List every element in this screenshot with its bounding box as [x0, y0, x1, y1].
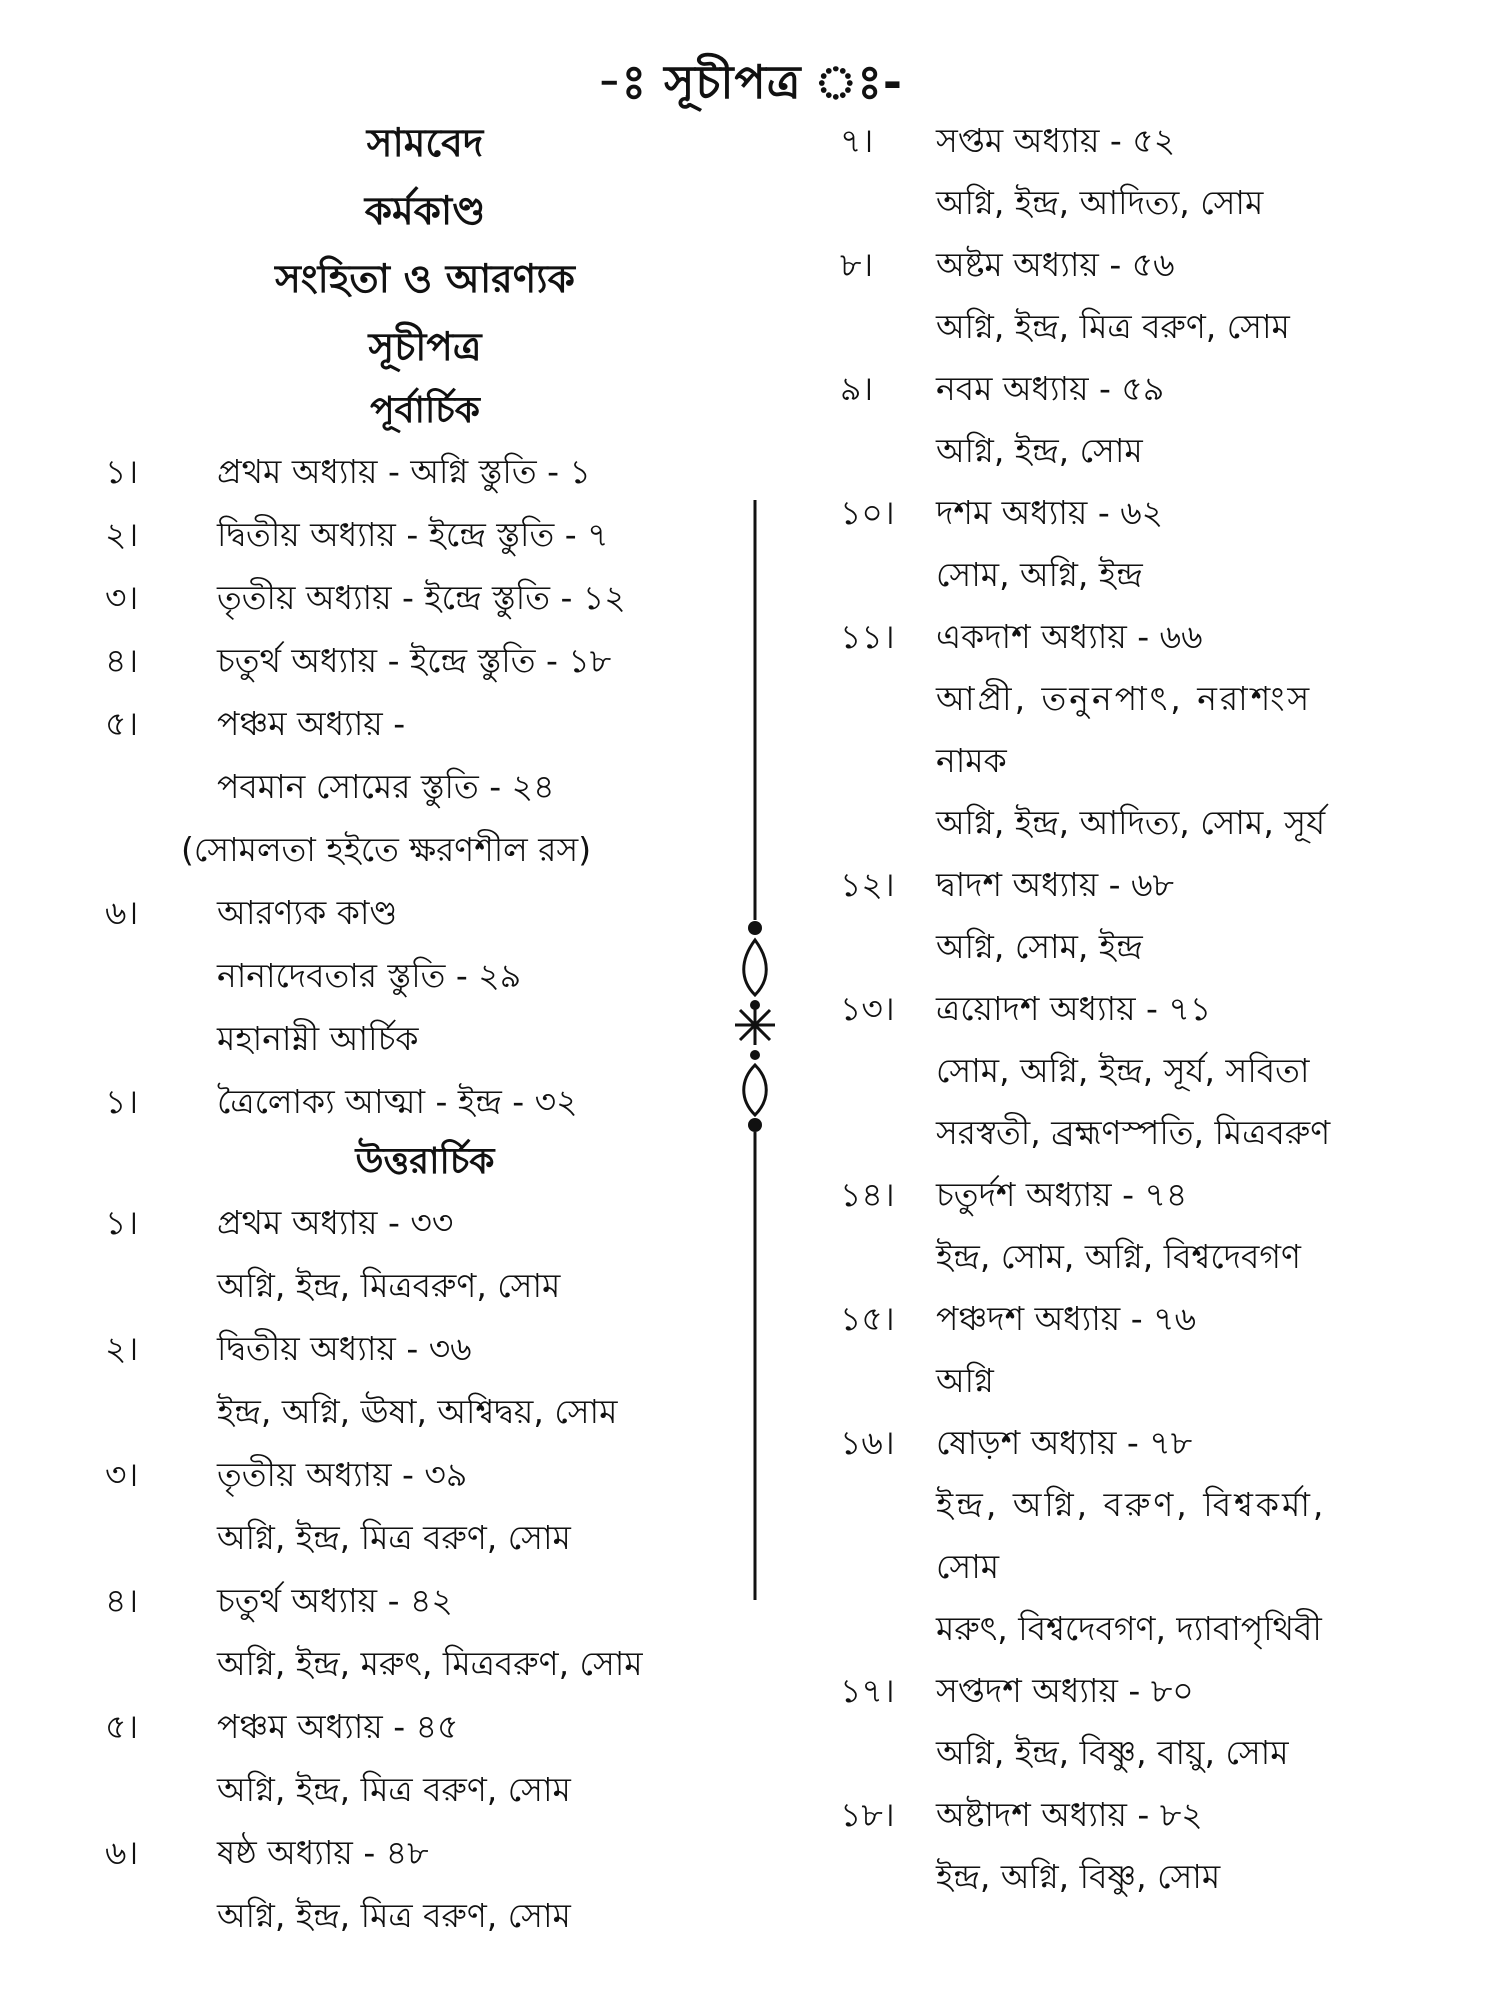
purvarchik-entry-7	[105, 1070, 745, 1133]
entry-number: ১৫।	[840, 1299, 895, 1338]
purvarchik-entry-1	[105, 440, 745, 503]
entry-deities: সরস্বতী, ব্রহ্মণস্পতি, মিত্রবরুণ	[936, 1113, 1331, 1152]
uttararchik-entry-5	[105, 1695, 745, 1821]
entry-number: ৯।	[840, 369, 874, 408]
chapter-18	[840, 1784, 1440, 1908]
chapter-11	[840, 606, 1440, 854]
entry-number: ৮।	[840, 245, 874, 284]
left-column	[105, 110, 745, 1947]
heading-samhita-aranyaka: সংহিতা ও আরণ্যক	[275, 257, 575, 302]
entry-title: দ্বিতীয় অধ্যায় - ৩৬	[217, 1329, 472, 1368]
purvarchik-entry-2	[105, 503, 745, 566]
heading-samaveda: সামবেদ	[366, 121, 484, 166]
chapter-7	[840, 110, 1440, 234]
entry-title: চতুর্থ অধ্যায় - ৪২	[217, 1581, 453, 1620]
entry-number: ১।	[105, 1082, 139, 1121]
entry-number: ২।	[105, 1329, 139, 1368]
entry-title: দ্বাদশ অধ্যায় - ৬৮	[936, 865, 1174, 904]
entry-deities: অগ্নি, ইন্দ্র, আদিত্য, সোম, সূর্য	[936, 803, 1326, 842]
entry-deities: নামক	[936, 741, 1007, 780]
entry-title: ষোড়শ অধ্যায় - ৭৮	[936, 1423, 1193, 1462]
entry-title: সপ্তম অধ্যায় - ৫২	[936, 121, 1176, 160]
entry-title: দ্বিতীয় অধ্যায় - ইন্দ্রে স্তুতি - ৭	[217, 515, 609, 554]
entry-number: ১০।	[840, 493, 895, 532]
entry-deities: আপ্রী, তনুনপাৎ, নরাশংস	[936, 679, 1313, 718]
uttararchik-entry-6	[105, 1821, 745, 1947]
entry-title: নবম অধ্যায় - ৫৯	[936, 369, 1165, 408]
chapter-14	[840, 1164, 1440, 1288]
entry-deities: অগ্নি, ইন্দ্র, বিষ্ণু, বায়ু, সোম	[936, 1733, 1289, 1772]
entry-number: ৫।	[105, 1707, 139, 1746]
uttararchik-entry-2	[105, 1317, 745, 1443]
purvarchik-entry-5	[105, 692, 745, 881]
uttararchik-entry-3	[105, 1443, 745, 1569]
chapter-8	[840, 234, 1440, 358]
entry-deities: ইন্দ্র, সোম, অগ্নি, বিশ্বদেবগণ	[936, 1237, 1301, 1276]
entry-title: ত্রৈলোক্য আত্মা - ইন্দ্র - ৩২	[217, 1082, 578, 1121]
entry-number: ১।	[105, 452, 139, 491]
entry-subline: পবমান সোমের স্তুতি - ২৪	[217, 767, 555, 806]
ornamental-divider-icon	[720, 500, 790, 1600]
chapter-13	[840, 978, 1440, 1164]
entry-deities: ইন্দ্র, অগ্নি, বরুণ, বিশ্বকর্মা,	[936, 1485, 1327, 1524]
entry-title: অষ্টাদশ অধ্যায় - ৮২	[936, 1795, 1203, 1834]
entry-deities: অগ্নি, ইন্দ্র, মিত্র বরুণ, সোম	[936, 307, 1290, 346]
entry-title: তৃতীয় অধ্যায় - ৩৯	[217, 1455, 468, 1494]
entry-number: ১৪।	[840, 1175, 895, 1214]
entry-title: ষষ্ঠ অধ্যায় - ৪৮	[217, 1833, 429, 1872]
entry-title: পঞ্চম অধ্যায় - ৪৫	[217, 1707, 459, 1746]
entry-title: একদাশ অধ্যায় - ৬৬	[936, 617, 1203, 656]
entry-title: ত্রয়োদশ অধ্যায় - ৭১	[936, 989, 1212, 1028]
entry-deities: অগ্নি	[936, 1361, 994, 1400]
entry-title: অষ্টম অধ্যায় - ৫৬	[936, 245, 1175, 284]
entry-deities: অগ্নি, ইন্দ্র, মিত্র বরুণ, সোম	[217, 1518, 571, 1557]
entry-number: ১১।	[840, 617, 895, 656]
entry-title: চতুর্দশ অধ্যায় - ৭৪	[936, 1175, 1188, 1214]
heading-purvarchik: পূর্বার্চিক	[370, 390, 480, 431]
entry-title: চতুর্থ অধ্যায় - ইন্দ্রে স্তুতি - ১৮	[217, 641, 612, 680]
entry-number: ৫।	[105, 704, 139, 743]
entry-number: ১৬।	[840, 1423, 895, 1462]
entry-title: তৃতীয় অধ্যায় - ইন্দ্রে স্তুতি - ১২	[217, 578, 626, 617]
entry-number: ৬।	[105, 1833, 139, 1872]
entry-deities: সোম	[936, 1547, 1000, 1586]
entry-deities: অগ্নি, ইন্দ্র, আদিত্য, সোম	[936, 183, 1264, 222]
chapter-16	[840, 1412, 1440, 1660]
entry-number: ১৭।	[840, 1671, 895, 1710]
entry-subline: নানাদেবতার স্তুতি - ২৯	[217, 956, 522, 995]
chapter-9	[840, 358, 1440, 482]
entry-number: ৪।	[105, 641, 139, 680]
entry-title: আরণ্যক কাণ্ড	[217, 893, 398, 932]
chapter-10	[840, 482, 1440, 606]
entry-title: দশম অধ্যায় - ৬২	[936, 493, 1164, 532]
entry-deities: সোম, অগ্নি, ইন্দ্র, সূর্য, সবিতা	[936, 1051, 1310, 1090]
entry-number: ৩।	[105, 1455, 139, 1494]
entry-deities: ইন্দ্র, অগ্নি, বিষ্ণু, সোম	[936, 1857, 1221, 1896]
entry-number: ১৩।	[840, 989, 895, 1028]
heading-karmakanda: কর্মকাণ্ড	[364, 189, 486, 234]
purvarchik-entry-4	[105, 629, 745, 692]
uttararchik-entry-4	[105, 1569, 745, 1695]
entry-subline: মহানাম্নী আর্চিক	[217, 1019, 419, 1058]
entry-number: ১৮।	[840, 1795, 895, 1834]
entry-deities: অগ্নি, ইন্দ্র, মিত্র বরুণ, সোম	[217, 1896, 571, 1935]
uttararchik-entry-1	[105, 1191, 745, 1317]
entry-deities: ইন্দ্র, অগ্নি, ঊষা, অশ্বিদ্বয়, সোম	[217, 1392, 618, 1431]
entry-deities: অগ্নি, ইন্দ্র, সোম	[936, 431, 1143, 470]
chapter-17	[840, 1660, 1440, 1784]
entry-deities: মরুৎ, বিশ্বদেবগণ, দ্যাবাপৃথিবী	[936, 1609, 1322, 1648]
heading-suchipatra: সূচীপত্র	[368, 325, 482, 370]
right-column	[840, 110, 1440, 1908]
entry-deities: অগ্নি, সোম, ইন্দ্র	[936, 927, 1143, 966]
entry-number: ৪।	[105, 1581, 139, 1620]
chapter-15	[840, 1288, 1440, 1412]
entry-title: প্রথম অধ্যায় - অগ্নি স্তুতি - ১	[217, 452, 591, 491]
page-title: -ঃ সূচীপত্র ঃ-	[597, 55, 903, 109]
entry-title: প্রথম অধ্যায় - ৩৩	[217, 1203, 454, 1242]
entry-title: পঞ্চদশ অধ্যায় - ৭৬	[936, 1299, 1197, 1338]
entry-number: ১২।	[840, 865, 895, 904]
purvarchik-entry-3	[105, 566, 745, 629]
entry-number: ৭।	[840, 121, 874, 160]
entry-number: ৬।	[105, 893, 139, 932]
entry-number: ১।	[105, 1203, 139, 1242]
heading-uttararchik: উত্তরার্চিক	[355, 1141, 495, 1182]
purvarchik-entry-6	[105, 881, 745, 1070]
entry-deities: অগ্নি, ইন্দ্র, মরুৎ, মিত্রবরুণ, সোম	[217, 1644, 643, 1683]
entry-deities: অগ্নি, ইন্দ্র, মিত্র বরুণ, সোম	[217, 1770, 571, 1809]
entry-number: ৩।	[105, 578, 139, 617]
entry-title: সপ্তদশ অধ্যায় - ৮০	[936, 1671, 1194, 1710]
entry-note: (সোমলতা হইতে ক্ষরণশীল রস)	[181, 830, 592, 869]
chapter-12	[840, 854, 1440, 978]
entry-deities: অগ্নি, ইন্দ্র, মিত্রবরুণ, সোম	[217, 1266, 561, 1305]
entry-deities: সোম, অগ্নি, ইন্দ্র	[936, 555, 1143, 594]
entry-title: পঞ্চম অধ্যায় -	[217, 704, 406, 743]
entry-number: ২।	[105, 515, 139, 554]
